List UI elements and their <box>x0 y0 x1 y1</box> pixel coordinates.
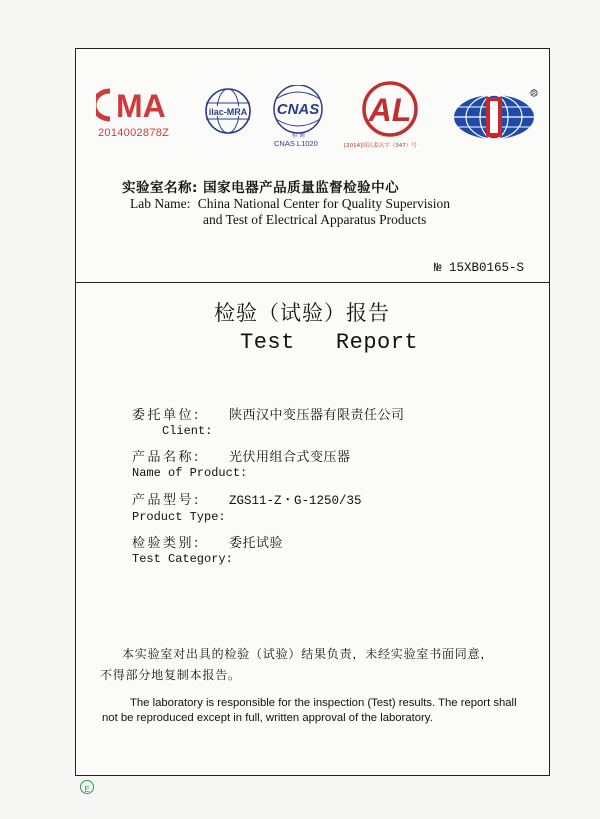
test-category-value: 委托试验 <box>229 536 284 551</box>
lab-name-cn-value: 国家电器产品质量监督检验中心 <box>203 180 400 196</box>
ilac-mra-text: ilac-MRA <box>208 107 248 117</box>
registered-mark: R <box>532 91 536 98</box>
lab-name-cn-label: 实验室名称: <box>122 180 198 196</box>
cma-code: 2014002878Z <box>98 127 170 139</box>
lab-name-en-line1: China National Center for Quality Supervision <box>197 196 451 211</box>
cnas-sub-label: 检 测 <box>292 133 305 139</box>
cnas-text: CNAS <box>276 101 320 118</box>
cal-code: [2014]国认监认字（347）号 <box>344 143 417 149</box>
cal-logo-text: AL <box>368 92 412 128</box>
ilac-cnas-logo <box>204 85 334 155</box>
client-value: 陕西汉中变压器有限责任公司 <box>229 408 405 423</box>
test-category-label-en: Test Category: <box>132 552 233 566</box>
lab-name-en <box>130 196 450 212</box>
header-divider <box>76 282 549 283</box>
product-type-label-cn: 产品型号: <box>132 493 201 508</box>
product-type-value: ZGS11-Z・G-1250/35 <box>229 494 362 508</box>
client-label-en: Client: <box>162 424 213 438</box>
cal-logo <box>344 81 436 151</box>
cma-logo <box>96 87 178 143</box>
cma-mark-icon <box>96 87 178 123</box>
cq-mark-logo <box>450 89 540 145</box>
disclaimer-en-line1: The laboratory is responsible for the inspection (Test) results. The report shall <box>130 697 517 709</box>
lab-name-en-label: Lab Name: <box>130 196 191 211</box>
disclaimer-en-line2: not be reproduced except in full, written approval of the laboratory. <box>102 712 433 724</box>
cq-globe-icon <box>450 89 540 145</box>
report-cover <box>75 48 550 776</box>
disclaimer-cn-line2: 不得部分地复制本报告。 <box>100 668 241 682</box>
product-name-label-cn: 产品名称: <box>132 450 201 465</box>
disclaimer-cn-line1: 本实验室对出具的检验（试验）结果负责，未经实验室书面同意， <box>122 647 494 661</box>
lab-name-cn <box>122 176 399 196</box>
test-category-label-cn: 检验类别: <box>132 536 201 551</box>
footer-circled-mark <box>80 780 94 794</box>
cnas-code: CNAS L1020 <box>274 139 318 148</box>
lab-name-en-line2: and Test of Electrical Apparatus Products <box>203 212 427 227</box>
product-name-label-en: Name of Product: <box>132 466 248 480</box>
report-title-en: Test Report <box>240 330 419 355</box>
cal-mark-icon <box>344 81 436 137</box>
footer-mark-letter: E <box>84 785 90 794</box>
cma-logo-text: MA <box>116 88 166 123</box>
report-number: № 15XB0165-S <box>434 261 525 275</box>
product-name-value: 光伏用组合式变压器 <box>229 450 351 465</box>
client-label-cn: 委托单位: <box>132 408 201 423</box>
ilac-globe-icon <box>204 85 334 137</box>
product-type-label-en: Product Type: <box>132 510 226 524</box>
report-title-cn: 检验（试验）报告 <box>214 301 390 325</box>
